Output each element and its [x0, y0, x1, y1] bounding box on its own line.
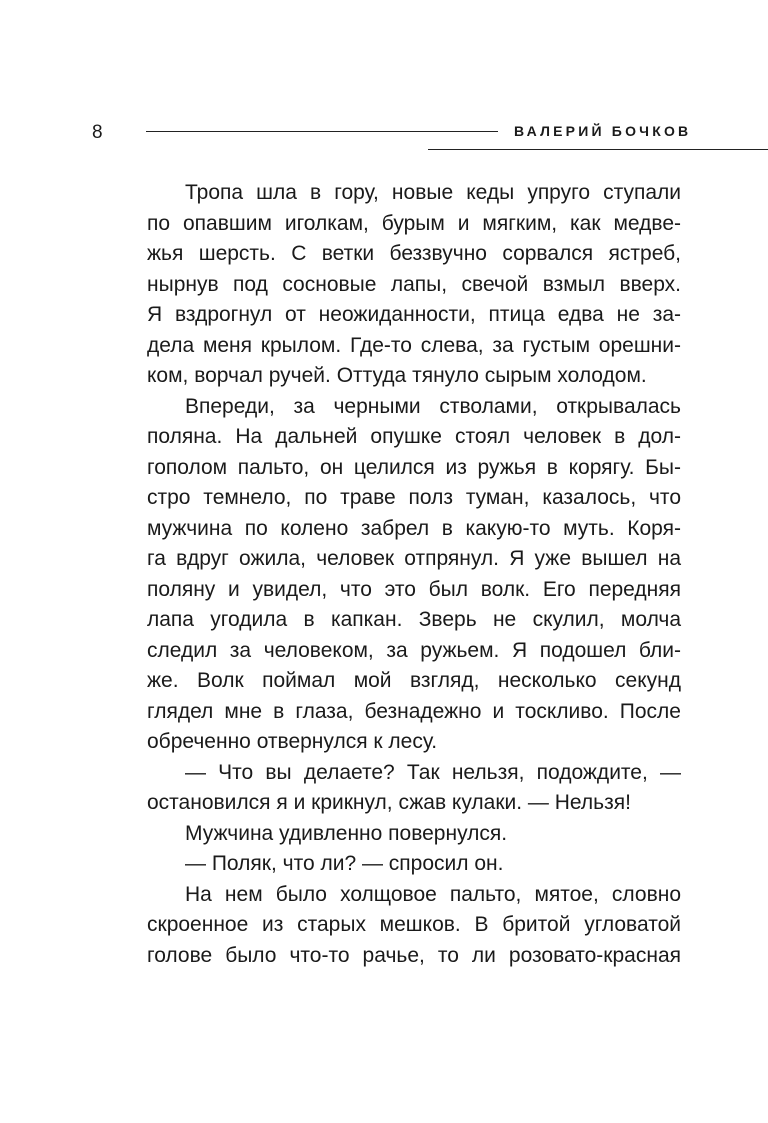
text-line: поляну и увидел, что это был волк. Его передняя [147, 577, 681, 601]
text-line: — Поляк, что ли? — спросил он. [185, 852, 504, 875]
text-line: га вдруг ожила, человек отпрянул. Я уже вышел на [147, 547, 681, 570]
header-rule-bottom [428, 149, 768, 150]
text-line: дела меня крылом. Где-то слева, за густым орешни- [147, 333, 681, 357]
text-line: Мужчина удивленно повернулся. [185, 821, 508, 845]
text-line: жья шерсть. С ветки беззвучно сорвался ястреб, [147, 242, 681, 265]
text-line: стро темнело, по траве полз туман, казалось, что [147, 486, 681, 509]
text-line: голове было что-то рачье, то ли розовато-красная [147, 943, 681, 967]
text-line: по опавшим иголкам, бурым и мягким, как медве- [147, 211, 681, 235]
page-number: 8 [92, 122, 103, 143]
text-line: глядел мне в глаза, безнадежно и тоскливо. После [147, 699, 681, 723]
text-line: — Что вы делаете? Так нельзя, подождите, — [185, 760, 681, 784]
text-line: нырнув под сосновые лапы, свечой взмыл вверх. [147, 272, 681, 296]
text-line: лапа угодила в капкан. Зверь не скулил, молча [147, 608, 681, 631]
text-line: мужчина по колено забрел в какую-то муть. Коря- [147, 516, 681, 540]
text-line: ком, ворчал ручей. Оттуда тянуло сырым холодом. [147, 364, 647, 387]
text-line: остановился я и крикнул, сжав кулаки. — Нельзя! [147, 791, 631, 814]
text-line: же. Волк поймал мой взгляд, несколько секунд [147, 669, 681, 692]
text-line: обреченно отвернулся к лесу. [147, 730, 438, 753]
text-line: скроенное из старых мешков. В бритой угловатой [147, 913, 681, 936]
header-rule-top [146, 131, 498, 132]
text-line: следил за человеком, за ружьем. Я подошел бли- [147, 638, 681, 662]
text-line: гополом пальто, он целился из ружья в корягу. Бы- [147, 455, 681, 479]
text-line: Тропа шла в гору, новые кеды упруго ступали [185, 181, 681, 204]
text-line: На нем было холщовое пальто, мятое, словно [185, 882, 681, 906]
text-line: Я вздрогнул от неожиданности, птица едва не за- [147, 303, 681, 326]
body-text [147, 178, 681, 971]
running-head-author: ВАЛЕРИЙ БОЧКОВ [514, 123, 692, 139]
text-line: Впереди, за черными стволами, открывалась [185, 394, 681, 418]
text-line: поляна. На дальней опушке стоял человек в дол- [147, 425, 681, 448]
